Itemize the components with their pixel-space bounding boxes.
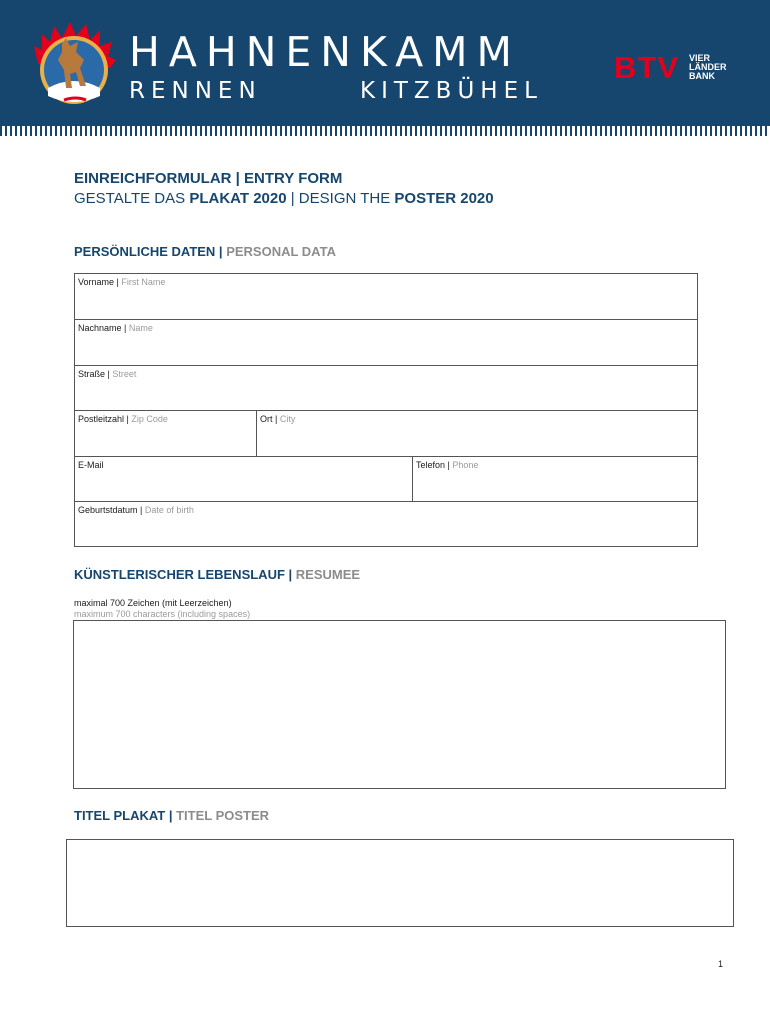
email-label: E-Mail — [78, 460, 104, 470]
section-title-poster: TITEL PLAKAT | TITEL POSTER — [74, 808, 270, 823]
hahnenkamm-crest-icon — [32, 16, 118, 108]
resume-limit-note-en: maximum 700 characters (including spaces) — [74, 609, 251, 619]
email-field[interactable] — [75, 457, 413, 501]
resume-textarea[interactable] — [73, 620, 726, 789]
phone-label: Telefon | Phone — [416, 460, 479, 470]
last-name-field[interactable] — [75, 320, 697, 366]
street-label: Straße | Street — [78, 369, 137, 379]
section-personal-data: PERSÖNLICHE DATEN | PERSONAL DATA — [74, 244, 336, 259]
birth-date-field[interactable] — [75, 502, 697, 547]
form-title: EINREICHFORMULAR | ENTRY FORM — [74, 170, 343, 187]
city-field[interactable] — [257, 411, 697, 456]
resume-limit-note: maximal 700 Zeichen (mit Leerzeichen) — [74, 598, 232, 608]
sponsor-logo: BTV — [614, 50, 679, 85]
brand-subtitle-left: RENNEN — [129, 78, 262, 104]
poster-title-input[interactable] — [66, 839, 734, 927]
city-label: Ort | City — [260, 414, 296, 424]
last-name-label: Nachname | Name — [78, 323, 153, 333]
zip-city-row — [75, 411, 697, 457]
brand-title: HAHNENKAMM — [129, 28, 521, 76]
section-resume: KÜNSTLERISCHER LEBENSLAUF | RESUMEE — [74, 567, 361, 582]
zip-code-field[interactable] — [75, 411, 257, 456]
personal-data-table — [74, 273, 698, 547]
birth-date-label: Geburtstdatum | Date of birth — [78, 505, 194, 515]
header-banner — [0, 0, 770, 126]
first-name-field[interactable] — [75, 274, 697, 320]
sponsor-logo-sub: VIER LÄNDER BANK — [689, 53, 727, 81]
form-subtitle: GESTALTE DAS PLAKAT 2020 | DESIGN THE POSTER 2020 — [74, 190, 494, 207]
zip-code-label: Postleitzahl | Zip Code — [78, 414, 168, 424]
header-tick-border — [0, 126, 770, 136]
brand-subtitle-right: KITZBÜHEL — [360, 78, 543, 104]
email-phone-row — [75, 457, 697, 502]
first-name-label: Vorname | First Name — [78, 277, 166, 287]
page-number: 1 — [718, 959, 724, 969]
phone-field[interactable] — [413, 457, 697, 501]
street-field[interactable] — [75, 366, 697, 411]
